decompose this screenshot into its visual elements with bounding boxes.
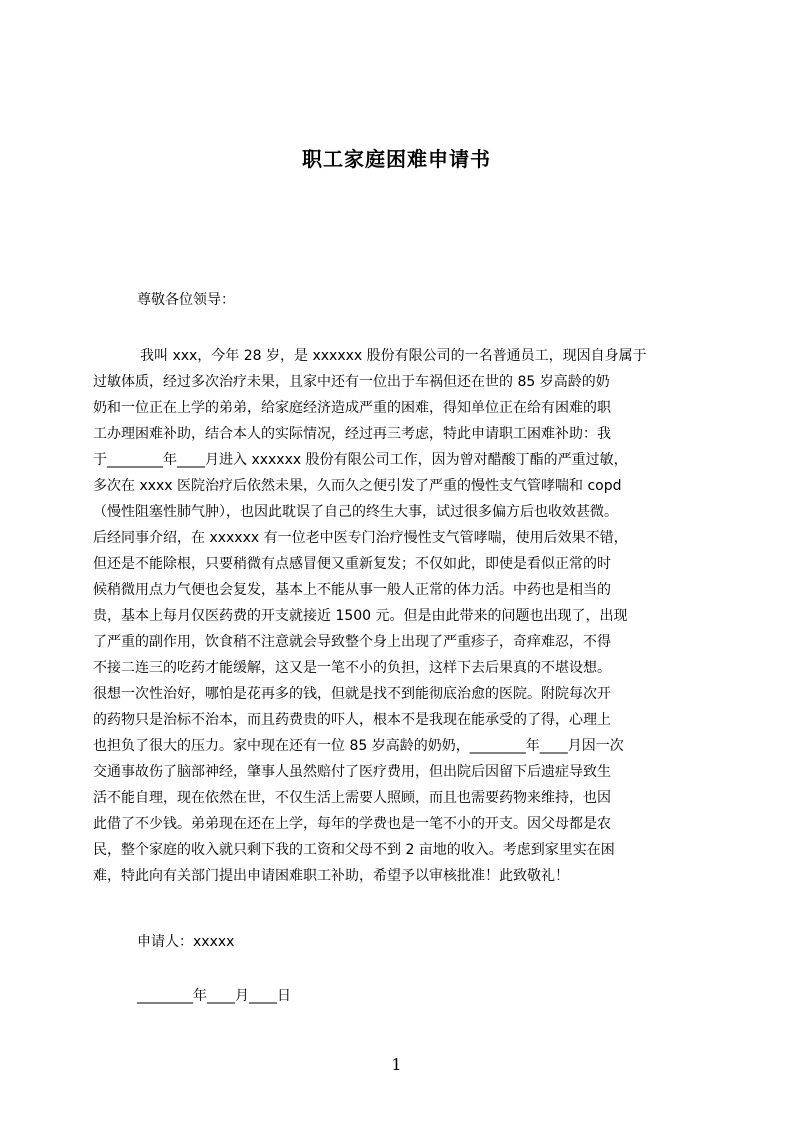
salutation: 尊敬各位领导： <box>137 292 235 308</box>
body-line: 工办理困难补助，结合本人的实际情况，经过再三考虑，特此申请职工困难补助：我 <box>93 426 611 442</box>
body-line: 民，整个家庭的收入就只剩下我的工资和父母不到 2 亩地的收入。考虑到家里实在困 <box>93 842 615 858</box>
body-line: 我叫 xxx，今年 28 岁，是 xxxxxx 股份有限公司的一名普通员工，现因自身属于 <box>140 348 647 364</box>
applicant-signature: 申请人：xxxxx <box>137 934 235 950</box>
page-number: 1 <box>391 1055 402 1074</box>
body-line: 于________年____月进入 xxxxxx 股份有限公司工作，因为曾对醋酸丁酯的严重过敏， <box>93 452 628 468</box>
body-line: 难，特此向有关部门提出申请困难职工补助，希望予以审核批准！此致敬礼！ <box>93 868 569 884</box>
body-line: 很想一次性治好，哪怕是花再多的钱，但就是找不到能彻底治愈的医院。附院每次开 <box>93 686 611 702</box>
body-line: 但还是不能除根，只要稍微有点感冒便又重新复发；不仅如此，即使是看似正常的时 <box>93 556 611 572</box>
body-line: 奶和一位正在上学的弟弟，给家庭经济造成严重的困难，得知单位正在给有困难的职 <box>93 400 611 416</box>
document-body <box>93 343 697 889</box>
body-line: 后经同事介绍，在 xxxxxx 有一位老中医专门治疗慢性支气管哮喘，使用后效果不错， <box>93 530 628 546</box>
body-line: 不接二连三的吃药才能缓解，这又是一笔不小的负担，这样下去后果真的不堪设想。 <box>93 660 611 676</box>
body-line: 贵，基本上每月仅医药费的开支就接近 1500 元。但是由此带来的问题也出现了，出现 <box>93 608 628 624</box>
body-line: 了严重的副作用，饮食稍不注意就会导致整个身上出现了严重疹子，奇痒难忍，不得 <box>93 634 611 650</box>
body-line: 多次在 xxxx 医院治疗后依然未果，久而久之便引发了严重的慢性支气管哮喘和 copd <box>93 478 622 494</box>
body-line: （慢性阻塞性肺气肿），也因此耽误了自己的终生大事，试过很多偏方后也收效甚微。 <box>93 504 618 520</box>
body-line: 过敏体质，经过多次治疗未果，且家中还有一位出于车祸但还在世的 85 岁高龄的奶 <box>93 374 610 390</box>
document-title: 职工家庭困难申请书 <box>302 147 491 171</box>
body-line: 此借了不少钱。弟弟现在还在上学，每年的学费也是一笔不小的开支。因父母都是农 <box>93 816 611 832</box>
body-line: 交通事故伤了脑部神经，肇事人虽然赔付了医疗费用，但出院后因留下后遗症导致生 <box>93 764 611 780</box>
body-line: 的药物只是治标不治本，而且药费贵的吓人，根本不是我现在能承受的了得，心理上 <box>93 712 611 728</box>
body-line: 活不能自理，现在依然在世，不仅生活上需要人照顾，而且也需要药物来维持，也因 <box>93 790 611 806</box>
body-line: 也担负了很大的压力。家中现在还有一位 85 岁高龄的奶奶，________年____月因一次 <box>93 738 624 754</box>
date-line: ________年____月____日 <box>137 988 291 1004</box>
body-line: 候稍微用点力气便也会复发，基本上不能从事一般人正常的体力活。中药也是相当的 <box>93 582 611 598</box>
